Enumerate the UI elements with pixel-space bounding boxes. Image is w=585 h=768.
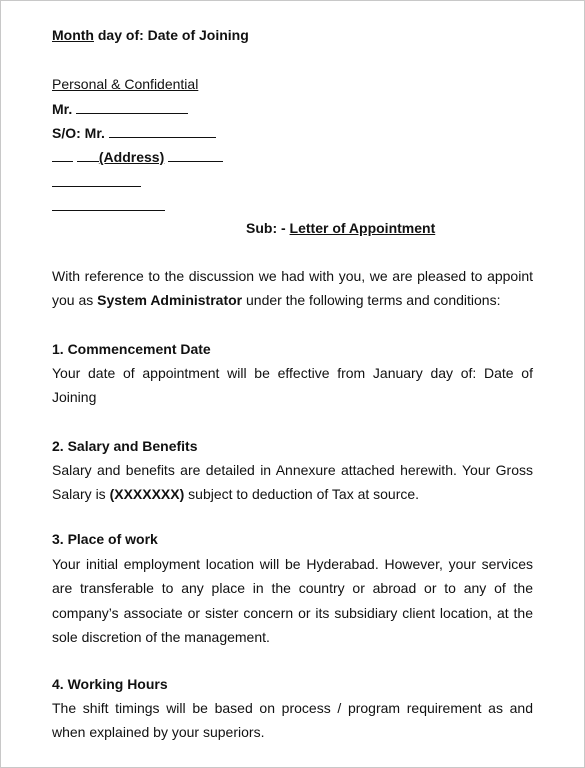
section-2-body: [52, 458, 533, 507]
date-rest: day of: Date of Joining: [97, 27, 249, 43]
intro-role: System Administrator: [97, 292, 243, 309]
intro-part1: With reference to the discussion we had with you, we are pleased to appoint you as: [52, 268, 533, 309]
address-blank-1: [52, 148, 73, 162]
address-line: [52, 148, 223, 166]
section-1-body: Your date of appointment will be effective from January day of: Date of Joining: [52, 365, 533, 406]
section-3-title: 3. Place of work: [52, 531, 158, 547]
section-1-title: 1. Commencement Date: [52, 341, 211, 357]
so-label: S/O: Mr.: [52, 125, 105, 141]
mr-blank: [76, 100, 188, 114]
section-4-title: 4. Working Hours: [52, 676, 168, 692]
section-3-body: Your initial employment location will be Hyderabad. However, your services are transferable to any place in the country or abroad or to any of the company’s associate or sister concern or its subsidiary client location, at the sole discretion of the management.: [52, 556, 533, 645]
subject-text: Letter of Appointment: [289, 220, 436, 236]
address-blank-3: [168, 148, 223, 162]
intro-part2: under the following terms and conditions:: [246, 292, 501, 309]
date-month: Month: [52, 27, 94, 43]
section-4-body: The shift timings will be based on process / program requirement as and when explained by your superiors.: [52, 700, 533, 741]
address-line-2: [52, 186, 141, 187]
salary-amount: (XXXXXXX): [109, 486, 185, 503]
address-label: (Address): [98, 149, 165, 165]
so-line: [52, 124, 216, 142]
section-2-body-part1: Salary and benefits are detailed in Annexure attached herewith. Your Gross Salary is: [52, 462, 533, 503]
address-line-3: [52, 210, 165, 211]
address-blank-2: [77, 148, 99, 162]
subject-label: Sub: -: [246, 220, 286, 236]
date-line: [52, 27, 249, 44]
so-blank: [109, 124, 216, 138]
mr-label: Mr.: [52, 101, 73, 117]
section-2-title: 2. Salary and Benefits: [52, 438, 198, 454]
mr-line: [52, 100, 188, 118]
subject-line: [246, 220, 435, 237]
intro-paragraph: [52, 264, 533, 313]
section-2-body-part2: subject to deduction of Tax at source.: [188, 486, 420, 503]
confidential-label: Personal & Confidential: [52, 76, 199, 92]
